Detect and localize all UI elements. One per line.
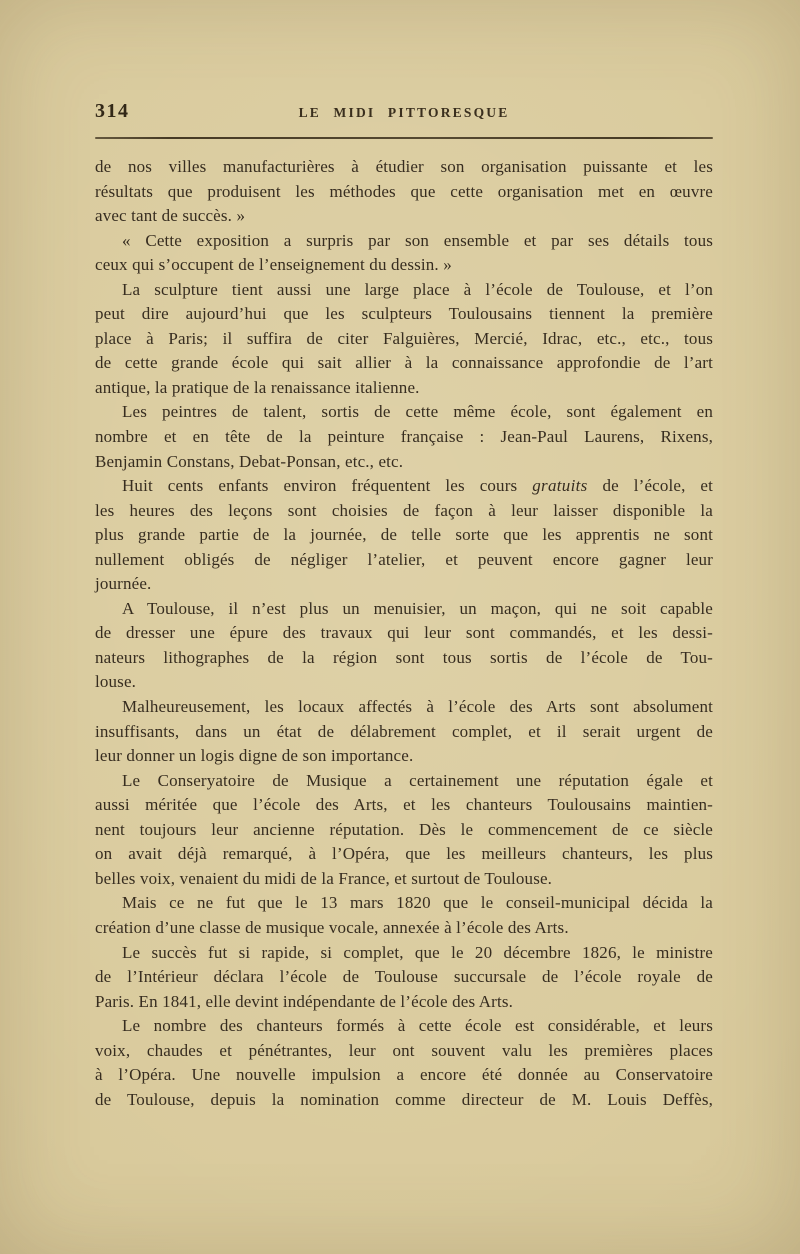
text-line: louse. — [95, 672, 137, 692]
text-line: Benjamin Constans, Debat-Ponsan, etc., etc. — [95, 451, 404, 471]
text-line: de Toulouse, depuis la nomination comme directeur de M. Louis Deffès, — [95, 1089, 713, 1109]
text-line: nent toujours leur ancienne réputation. Dès le commencement de ce siècle — [95, 819, 713, 839]
running-header — [95, 100, 713, 126]
text-line: place à Paris; il suffira de citer Falguières, Mercié, Idrac, etc., etc., tous — [95, 328, 713, 348]
text-line: insuffisants, dans un état de délabrement complet, et il serait urgent de — [95, 721, 713, 741]
text-line: nullement obligés de négliger l’atelier, et peuvent encore gagner leur — [95, 549, 713, 569]
text-line: leur donner un logis digne de son importance. — [95, 746, 414, 766]
running-title: LE MIDI PITTORESQUE — [298, 105, 510, 120]
text-line: résultats que produisent les méthodes que cette organisation met en œuvre — [95, 181, 713, 201]
text-line: à l’Opéra. Une nouvelle impulsion a encore été donnée au Conservatoire — [95, 1065, 713, 1085]
text-line: « Cette exposition a surpris par son ensemble et par ses détails tous — [122, 230, 713, 250]
text-line: Huit cents enfants environ fréquentent les cours gratuits de l’école, et — [122, 476, 713, 496]
text-line: antique, la pratique de la renaissance italienne. — [95, 377, 420, 397]
text-line: de dresser une épure des travaux qui leur sont commandés, et les dessi- — [95, 623, 713, 643]
page-body — [95, 155, 713, 1112]
text-line: de cette grande école qui sait allier à la connaissance approfondie de l’art — [95, 353, 713, 373]
text-line: peut dire aujourd’hui que les sculpteurs Toulousains tiennent la première — [95, 304, 713, 324]
text-line: belles voix, venaient du midi de la France, et surtout de Toulouse. — [95, 868, 553, 888]
text-line: de l’Intérieur déclara l’école de Toulouse succursale de l’école royale de — [95, 967, 713, 987]
text-line: aussi méritée que l’école des Arts, et les chanteurs Toulousains maintien- — [95, 795, 713, 815]
text-line: plus grande partie de la journée, de telle sorte que les apprentis ne sont — [95, 525, 713, 545]
text-line: Malheureusement, les locaux affectés à l’école des Arts sont absolument — [122, 697, 713, 717]
text-line: avec tant de succès. » — [95, 206, 246, 226]
text-line: nombre et en tête de la peinture française : Jean-Paul Laurens, Rixens, — [95, 427, 713, 447]
page-number: 314 — [95, 100, 130, 122]
text-line: Paris. En 1841, elle devint indépendante de l’école des Arts. — [95, 991, 513, 1011]
text-line: les heures des leçons sont choisies de façon à leur laisser disponible la — [95, 500, 713, 520]
text-line: Le nombre des chanteurs formés à cette école est considérable, et leurs — [122, 1016, 713, 1036]
text-line: Mais ce ne fut que le 13 mars 1820 que le conseil-municipal décida la — [122, 893, 713, 913]
text-line: Les peintres de talent, sortis de cette même école, sont également en — [122, 402, 713, 422]
text-line: Le succès fut si rapide, si complet, que le 20 décembre 1826, le ministre — [122, 942, 713, 962]
text-line: de nos villes manufacturières à étudier son organisation puissante et les — [95, 157, 713, 176]
text-line: A Toulouse, il n’est plus un menuisier, un maçon, qui ne soit capable — [122, 598, 713, 618]
text-line: ceux qui s’occupent de l’enseignement du dessin. » — [95, 255, 452, 275]
text-line: création d’une classe de musique vocale, annexée à l’école des Arts. — [95, 917, 569, 937]
text-line: on avait déjà remarqué, à l’Opéra, que les meilleurs chanteurs, les plus — [95, 844, 713, 864]
text-line: Le Conseryatoire de Musique a certainement une réputation égale et — [122, 770, 713, 790]
text-line: journée. — [95, 574, 152, 594]
text-line: voix, chaudes et pénétrantes, leur ont souvent valu les premières places — [95, 1040, 713, 1060]
text-line: nateurs lithographes de la région sont tous sortis de l’école de Tou- — [95, 647, 713, 667]
text-line: La sculpture tient aussi une large place à l’école de Toulouse, et l’on — [122, 279, 713, 299]
header-rule-divider — [95, 137, 713, 139]
